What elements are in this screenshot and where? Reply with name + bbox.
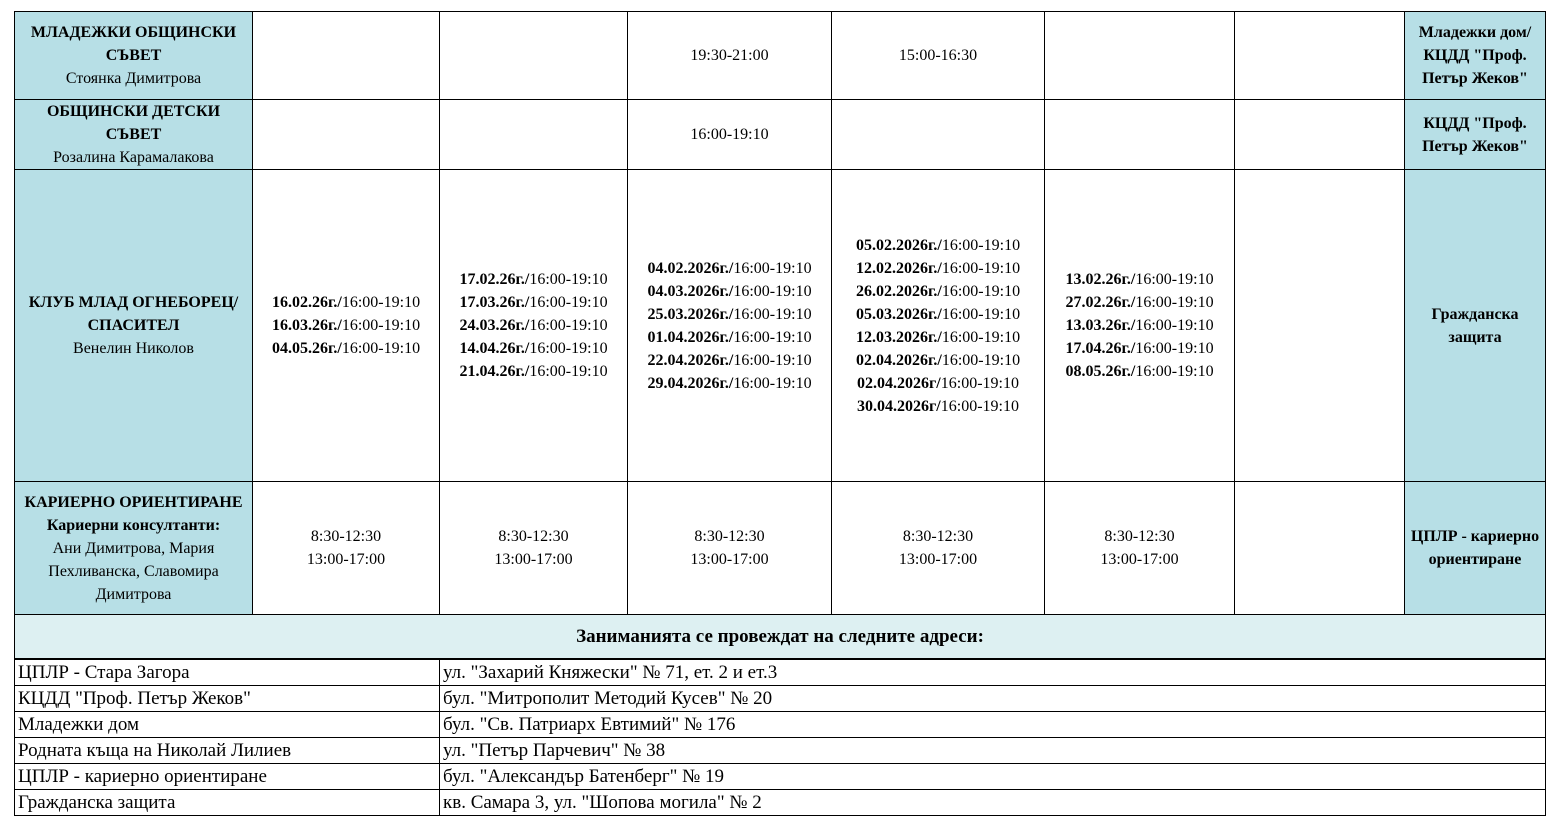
date-entry bbox=[1049, 268, 1230, 291]
date-text: 04.02.2026г./ bbox=[647, 259, 734, 277]
date-text: 01.04.2026г./ bbox=[647, 328, 734, 346]
date-entry bbox=[1049, 291, 1230, 314]
date-entry bbox=[1049, 360, 1230, 383]
time-text: 16:00-19:10 bbox=[733, 259, 812, 277]
schedule-cell bbox=[253, 12, 440, 100]
date-text: 21.04.26г./ bbox=[459, 363, 530, 380]
schedule-cell bbox=[253, 482, 440, 615]
time-text: 16:00-19:10 bbox=[529, 317, 608, 334]
date-entry bbox=[444, 268, 623, 291]
schedule-cell bbox=[832, 482, 1045, 615]
date-text: 29.04.2026г./ bbox=[647, 374, 734, 392]
time-text: 16:00-19:10 bbox=[1135, 294, 1214, 311]
activity-title: ОБЩИНСКИ ДЕТСКИ СЪВЕТ bbox=[46, 103, 221, 143]
address-row bbox=[15, 712, 1546, 738]
time-text: 16:00-19:10 bbox=[529, 340, 608, 357]
date-entry bbox=[444, 360, 623, 383]
time-text: 16:00-19:10 bbox=[941, 351, 1021, 369]
date-entry bbox=[836, 372, 1040, 395]
address-place: КЦДД "Проф. Петър Жеков" bbox=[15, 686, 440, 712]
schedule-cell bbox=[1235, 12, 1405, 100]
date-entry bbox=[632, 372, 827, 395]
table-row bbox=[15, 482, 1546, 615]
date-text: 17.03.26г./ bbox=[459, 294, 530, 311]
time-slot: 8:30-12:30 bbox=[498, 528, 569, 545]
time-text: 16:00-19:10 bbox=[941, 259, 1021, 277]
date-text: 12.03.2026г./ bbox=[855, 328, 942, 346]
date-entry bbox=[836, 395, 1040, 418]
address-value: ул. "Петър Парчевич" № 38 bbox=[440, 738, 1546, 764]
schedule-cell bbox=[1045, 12, 1235, 100]
schedule-cell: 16:00-19:10 bbox=[628, 100, 832, 170]
date-text: 25.03.2026г./ bbox=[647, 305, 734, 323]
schedule-cell bbox=[1235, 482, 1405, 615]
schedule-cell bbox=[440, 12, 628, 100]
date-text: 02.04.2026г./ bbox=[855, 351, 942, 369]
date-text: 05.02.2026г./ bbox=[855, 236, 942, 254]
date-entry bbox=[444, 337, 623, 360]
schedule-cell bbox=[1045, 100, 1235, 170]
date-entry bbox=[444, 291, 623, 314]
address-place: Гражданска защита bbox=[15, 790, 440, 816]
date-entry bbox=[1049, 314, 1230, 337]
date-entry bbox=[836, 326, 1040, 349]
addresses-heading-row bbox=[15, 615, 1546, 659]
time-text: 16:00-19:10 bbox=[1135, 317, 1214, 334]
activity-cell bbox=[15, 482, 253, 615]
time-slot: 13:00-17:00 bbox=[494, 551, 573, 568]
schedule-cell bbox=[440, 482, 628, 615]
time-text: 16:00-19:10 bbox=[733, 305, 812, 323]
location-cell: КЦДД "Проф. Петър Жеков" bbox=[1405, 100, 1546, 170]
date-text: 02.04.2026г/ bbox=[857, 374, 941, 392]
time-slot: 13:00-17:00 bbox=[690, 551, 769, 568]
address-place: ЦПЛР - Стара Загора bbox=[15, 660, 440, 686]
time-text: 16:00-19:10 bbox=[941, 328, 1021, 346]
address-value: ул. "Захарий Княжески" № 71, ет. 2 и ет.3 bbox=[440, 660, 1546, 686]
time-text: 16:00-19:10 bbox=[940, 374, 1019, 392]
date-entry bbox=[632, 303, 827, 326]
date-text: 08.05.26г./ bbox=[1065, 363, 1136, 380]
date-text: 24.03.26г./ bbox=[459, 317, 530, 334]
time-text: 16:00-19:10 bbox=[733, 282, 812, 300]
date-text: 26.02.2026г./ bbox=[855, 282, 942, 300]
time-text: 16:00-19:10 bbox=[529, 271, 608, 288]
time-slot: 8:30-12:30 bbox=[902, 528, 974, 545]
date-entry bbox=[257, 314, 435, 337]
time-text: 16:00-19:10 bbox=[941, 236, 1021, 254]
schedule-cell: 19:30-21:00 bbox=[628, 12, 832, 100]
time-text: 16:00-19:10 bbox=[1135, 340, 1214, 357]
date-text: 04.03.2026г./ bbox=[647, 282, 734, 300]
time-text: 16:00-19:10 bbox=[341, 317, 421, 334]
time-text: 16:00-19:10 bbox=[341, 294, 421, 311]
address-value: бул. "Св. Патриарх Евтимий" № 176 bbox=[440, 712, 1546, 738]
time-text: 16:00-19:10 bbox=[941, 282, 1021, 300]
date-text: 12.02.2026г./ bbox=[855, 259, 942, 277]
activity-leader: Розалина Карамалакова bbox=[53, 149, 214, 166]
date-entry bbox=[836, 303, 1040, 326]
address-value: бул. "Митрополит Методий Кусев" № 20 bbox=[440, 686, 1546, 712]
date-entry bbox=[257, 291, 435, 314]
date-text: 22.04.2026г./ bbox=[647, 351, 734, 369]
schedule-cell bbox=[253, 170, 440, 482]
date-text: 13.02.26г./ bbox=[1065, 271, 1136, 288]
time-text: 16:00-19:10 bbox=[341, 340, 421, 357]
time-text: 16:00-19:10 bbox=[529, 363, 608, 380]
activity-cell bbox=[15, 12, 253, 100]
address-value: кв. Самара 3, ул. "Шопова могила" № 2 bbox=[440, 790, 1546, 816]
time-text: 16:00-19:10 bbox=[941, 305, 1021, 323]
schedule-cell bbox=[440, 170, 628, 482]
date-text: 17.02.26г./ bbox=[459, 271, 530, 288]
addresses-table bbox=[14, 659, 1546, 816]
date-entry bbox=[1049, 337, 1230, 360]
date-entry bbox=[444, 314, 623, 337]
location-cell: Гражданска защита bbox=[1405, 170, 1546, 482]
address-row bbox=[15, 790, 1546, 816]
address-row bbox=[15, 738, 1546, 764]
activity-title: КАРИЕРНО ОРИЕНТИРАНЕ bbox=[24, 493, 243, 511]
schedule-cell bbox=[628, 170, 832, 482]
date-text: 05.03.2026г./ bbox=[855, 305, 942, 323]
address-place: Родната къща на Николай Лилиев bbox=[15, 738, 440, 764]
schedule-cell bbox=[832, 170, 1045, 482]
date-entry bbox=[257, 337, 435, 360]
address-place: Младежки дом bbox=[15, 712, 440, 738]
date-text: 27.02.26г./ bbox=[1065, 294, 1136, 311]
date-entry bbox=[836, 280, 1040, 303]
date-text: 30.04.2026г/ bbox=[857, 397, 941, 415]
time-text: 16:00-19:10 bbox=[529, 294, 608, 311]
date-entry bbox=[632, 280, 827, 303]
address-row bbox=[15, 660, 1546, 686]
date-entry bbox=[632, 326, 827, 349]
schedule-cell bbox=[1045, 170, 1235, 482]
table-row bbox=[15, 100, 1546, 170]
activity-leader: Венелин Николов bbox=[73, 340, 194, 357]
location-cell: Младежки дом/КЦДД "Проф. Петър Жеков" bbox=[1405, 12, 1546, 100]
schedule-cell bbox=[832, 100, 1045, 170]
address-value: бул. "Александър Батенберг" № 19 bbox=[440, 764, 1546, 790]
date-text: 13.03.26г./ bbox=[1065, 317, 1136, 334]
schedule-cell bbox=[1235, 100, 1405, 170]
date-text: 16.02.26г./ bbox=[271, 294, 342, 311]
activity-cell bbox=[15, 170, 253, 482]
time-slot: 8:30-12:30 bbox=[310, 528, 382, 545]
time-slot: 8:30-12:30 bbox=[1104, 528, 1175, 545]
time-text: 16:00-19:10 bbox=[733, 374, 812, 392]
activity-leader: Ани Димитрова, Мария Пехливанска, Славомира Димитрова bbox=[48, 539, 219, 603]
time-text: 16:00-19:10 bbox=[1135, 363, 1214, 380]
address-place: ЦПЛР - кариерно ориентиране bbox=[15, 764, 440, 790]
activity-leader: Стоянка Димитрова bbox=[65, 70, 202, 87]
time-text: 16:00-19:10 bbox=[733, 351, 812, 369]
date-entry bbox=[632, 257, 827, 280]
table-row bbox=[15, 170, 1546, 482]
activity-title: КЛУБ МЛАД ОГНЕБОРЕЦ/СПАСИТЕЛ bbox=[28, 294, 239, 334]
schedule-cell bbox=[1235, 170, 1405, 482]
schedule-cell bbox=[440, 100, 628, 170]
time-slot: 13:00-17:00 bbox=[1100, 551, 1179, 568]
date-text: 14.04.26г./ bbox=[459, 340, 530, 357]
date-text: 17.04.26г./ bbox=[1065, 340, 1136, 357]
date-entry bbox=[836, 349, 1040, 372]
address-row bbox=[15, 764, 1546, 790]
location-cell: ЦПЛР - кариерно ориентиране bbox=[1405, 482, 1546, 615]
date-text: 04.05.26г./ bbox=[271, 340, 342, 357]
date-entry bbox=[632, 349, 827, 372]
time-text: 16:00-19:10 bbox=[940, 397, 1019, 415]
addresses-heading: Заниманията се провеждат на следните адреси: bbox=[15, 615, 1546, 659]
schedule-cell bbox=[253, 100, 440, 170]
schedule-cell bbox=[628, 482, 832, 615]
address-row bbox=[15, 686, 1546, 712]
time-text: 16:00-19:10 bbox=[1135, 271, 1214, 288]
activity-title: МЛАДЕЖКИ ОБЩИНСКИ СЪВЕТ bbox=[30, 24, 237, 64]
date-text: 16.03.26г./ bbox=[271, 317, 342, 334]
date-entry bbox=[836, 257, 1040, 280]
time-slot: 13:00-17:00 bbox=[898, 551, 978, 568]
table-row bbox=[15, 12, 1546, 100]
schedule-sheet bbox=[14, 11, 1545, 816]
schedule-table bbox=[14, 11, 1546, 659]
activity-cell bbox=[15, 100, 253, 170]
time-slot: 8:30-12:30 bbox=[694, 528, 765, 545]
time-text: 16:00-19:10 bbox=[733, 328, 812, 346]
schedule-cell bbox=[1045, 482, 1235, 615]
time-slot: 13:00-17:00 bbox=[306, 551, 386, 568]
activity-subtitle: Кариерни консултанти: bbox=[46, 516, 221, 534]
date-entry bbox=[836, 234, 1040, 257]
schedule-cell: 15:00-16:30 bbox=[832, 12, 1045, 100]
